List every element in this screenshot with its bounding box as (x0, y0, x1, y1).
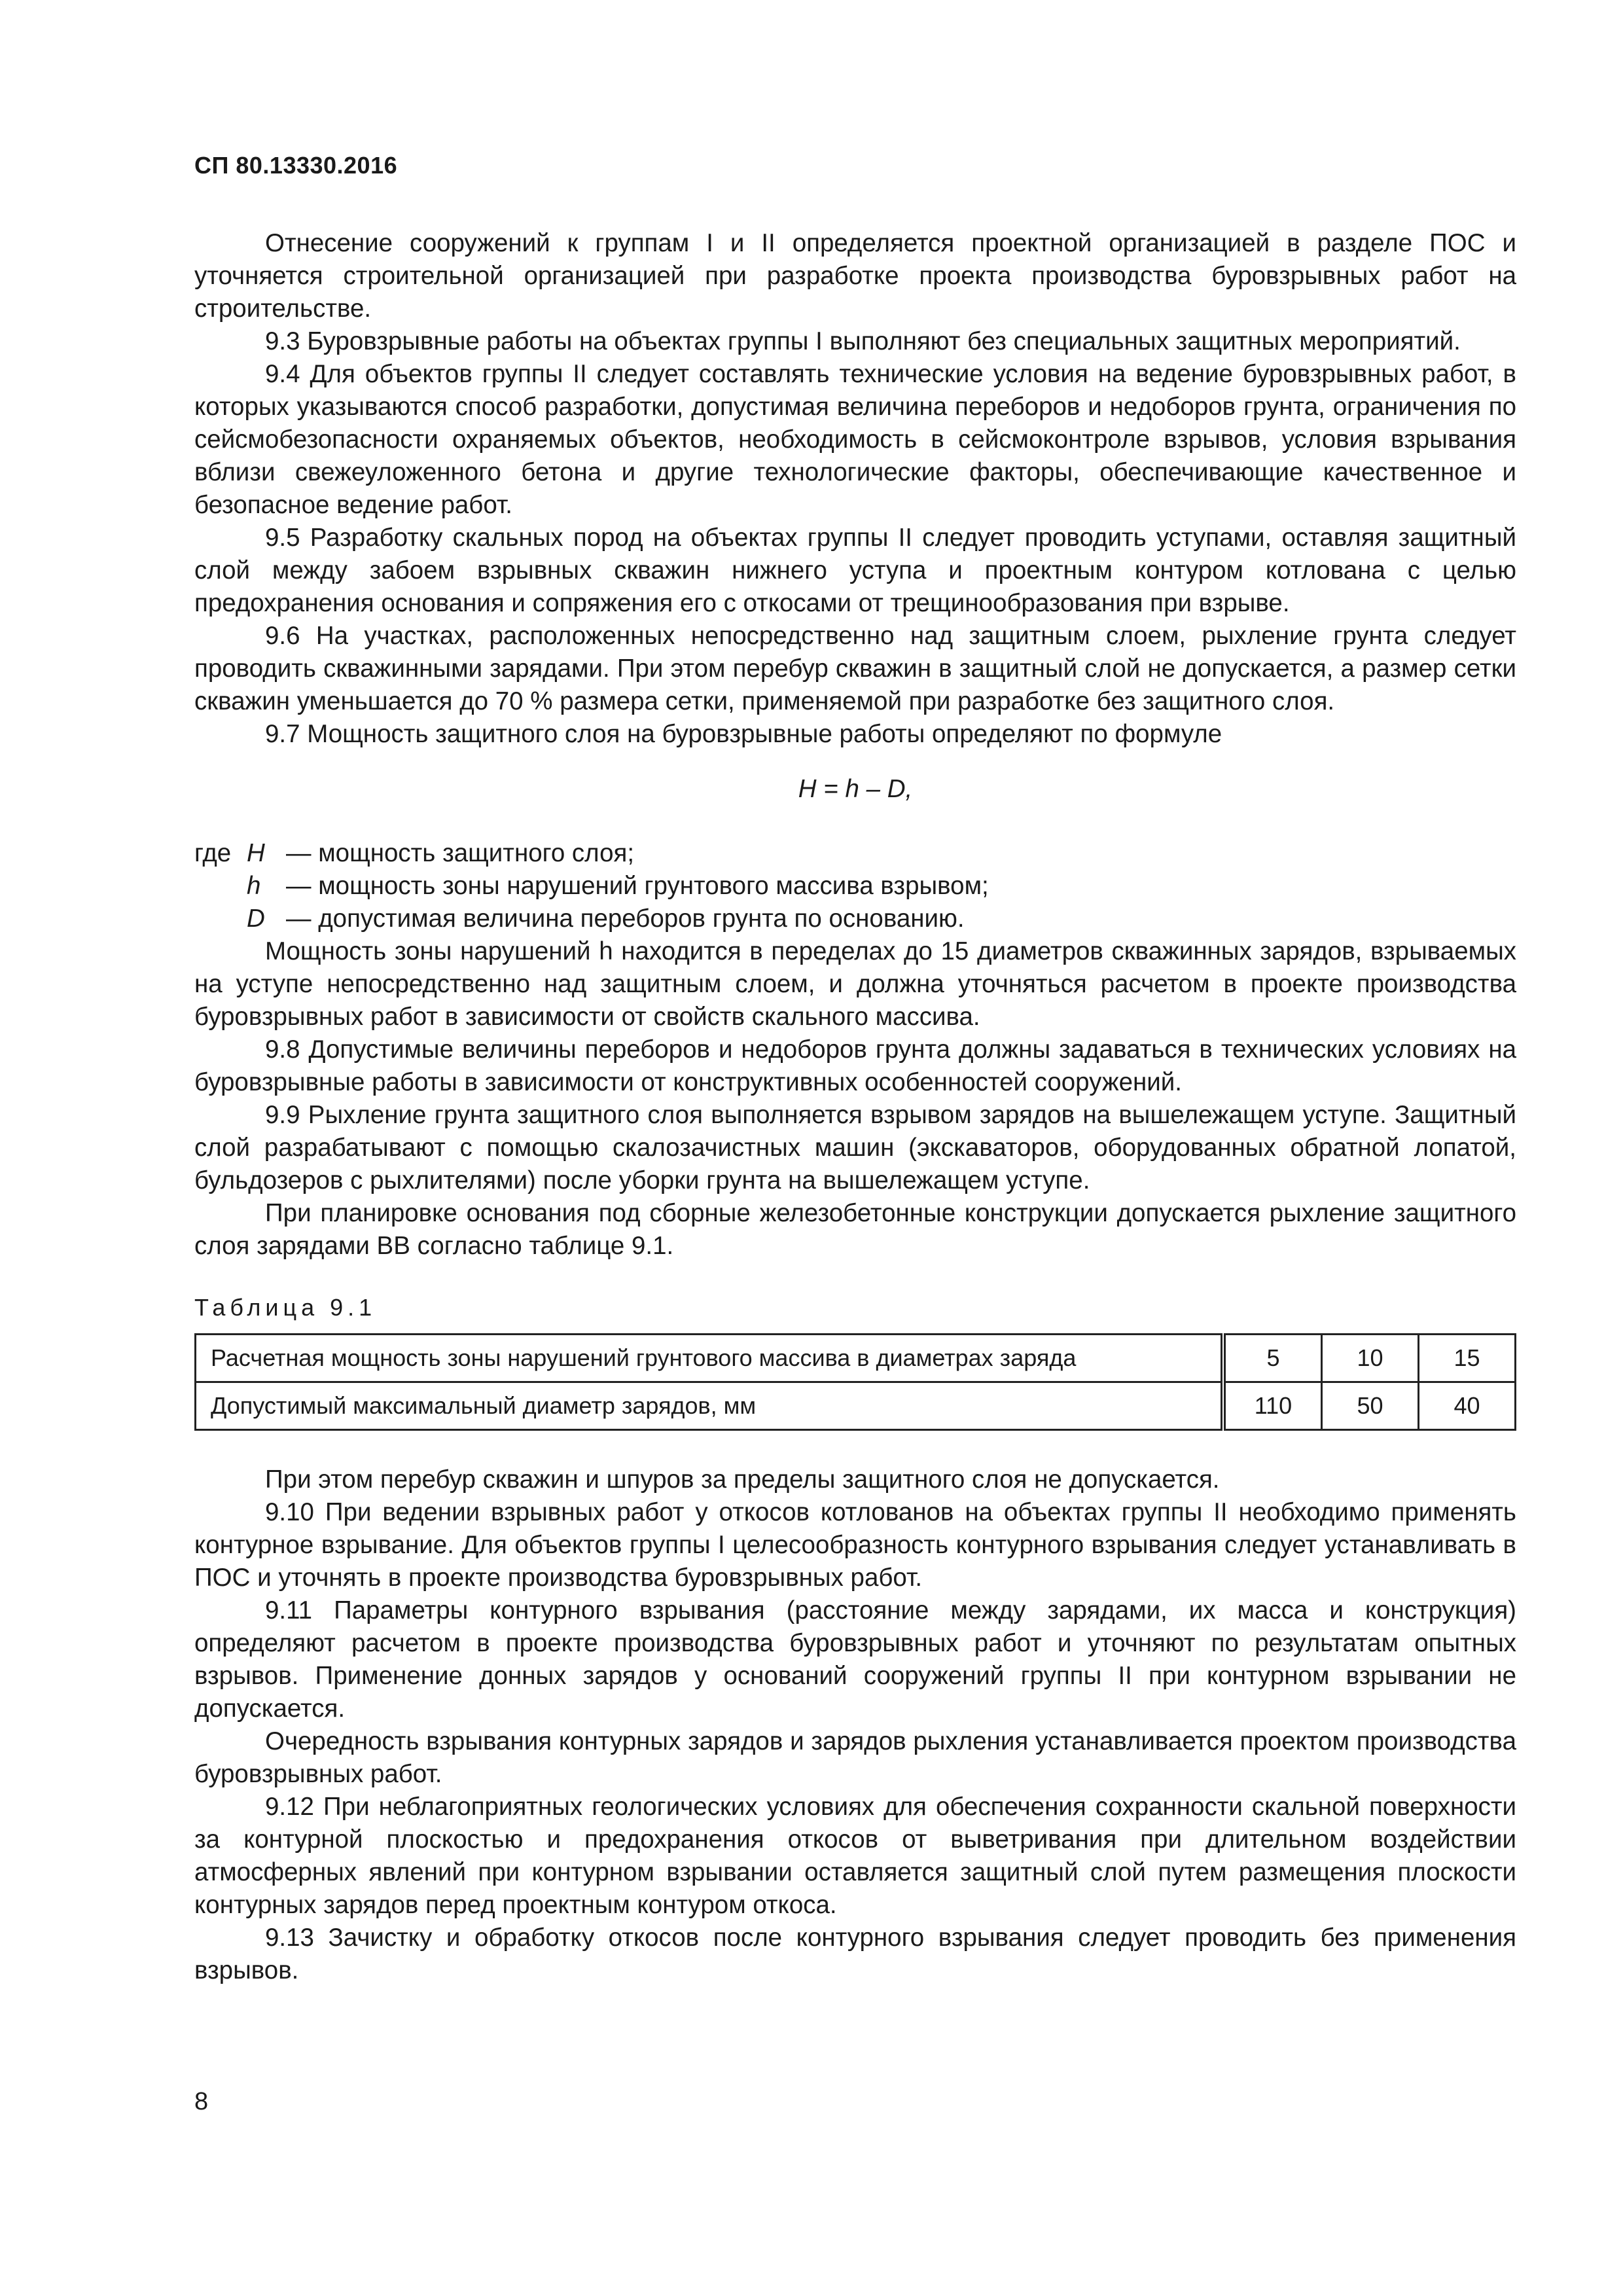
page-number: 8 (194, 2088, 209, 2115)
document-code-header: СП 80.13330.2016 (194, 152, 398, 179)
where-list (194, 837, 1516, 935)
where-lead: где (194, 839, 232, 867)
table-cell-value: 15 (1419, 1335, 1516, 1382)
paragraph: Мощность зоны нарушений h находится в переделах до 15 диаметров скважинных зарядов, взрываемых на уступе непосредственно над защитным слоем, и должна уточняться расчетом в проекте производства буровзрывных работ в зависимости от свойств скального массива. (194, 937, 1516, 1031)
paragraph: При этом перебур скважин и шпуров за пределы защитного слоя не допускается. (265, 1465, 1220, 1494)
where-definition: — мощность зоны нарушений грунтового массива взрывом; (286, 872, 989, 900)
where-row (194, 837, 1516, 870)
paragraph: Отнесение сооружений к группам I и II определяется проектной организацией в разделе ПОС и уточняется строительной организацией при разработке проекта производства буровзрывных работ на строительстве. (194, 229, 1516, 323)
table-row (196, 1335, 1516, 1382)
paragraph-9-4: 9.4 Для объектов группы II следует составлять технические условия на ведение буровзрывных работ, в которых указываются способ разработки, допустимая величина переборов и недоборов грунта, ограничения по сейсмобезопасности охраняемых объектов, необходимость в сейсмоконтроле взрывов, условия взрывания вблизи свежеуложенного бетона и другие технологические факторы, обеспечивающие качественное и безопасное ведение работ. (194, 360, 1516, 519)
document-body (194, 227, 1516, 1987)
table-cell-label: Допустимый максимальный диаметр зарядов, мм (196, 1382, 1224, 1430)
where-symbol: H (247, 839, 265, 867)
paragraph-9-8: 9.8 Допустимые величины переборов и недоборов грунта должны задаваться в технических условиях на буровзрывные работы в зависимости от конструктивных особенностей сооружений. (194, 1035, 1516, 1096)
paragraph-9-12: 9.12 При неблагоприятных геологических условиях для обеспечения сохранности скальной поверхности за контурной плоскостью и предохранения откосов от выветривания при длительном воздействии атмосферных явлений при контурном взрывании оставляется защитный слой путем размещения плоскости контурных зарядов перед проектным контуром откоса. (194, 1793, 1516, 1919)
formula: H = h – D, (798, 775, 913, 803)
table-cell-value: 5 (1223, 1335, 1322, 1382)
paragraph-9-13: 9.13 Зачистку и обработку откосов после контурного взрывания следует проводить без применения взрывов. (194, 1924, 1516, 1984)
paragraph: При планировке основания под сборные железобетонные конструкции допускается рыхление защитного слоя зарядами ВВ согласно таблице 9.1. (194, 1199, 1516, 1260)
paragraph-9-3: 9.3 Буровзрывные работы на объектах группы I выполняют без специальных защитных мероприятий. (265, 327, 1461, 355)
table-9-1 (194, 1333, 1516, 1431)
table-cell-value: 50 (1322, 1382, 1419, 1430)
table-row (196, 1382, 1516, 1430)
where-definition: — допустимая величина переборов грунта по основанию. (286, 905, 965, 933)
paragraph: Очередность взрывания контурных зарядов и зарядов рыхления устанавливается проектом производства буровзрывных работ. (194, 1727, 1516, 1788)
where-definition: — мощность защитного слоя; (286, 839, 635, 867)
where-symbol: h (247, 872, 261, 900)
paragraph-9-11: 9.11 Параметры контурного взрывания (расстояние между зарядами, их масса и конструкция) определяют расчетом в проекте производства буровзрывных работ и уточняют по результатам опытных взрывов. Применение донных зарядов у оснований сооружений группы II при контурном взрывании не допускается. (194, 1596, 1516, 1723)
table-caption: Таблица 9.1 (194, 1294, 377, 1321)
after-table-section (194, 1463, 1516, 1987)
paragraph-9-10: 9.10 При ведении взрывных работ у откосов котлованов на объектах группы II необходимо применять контурное взрывание. Для объектов группы I целесообразность контурного взрывания следует устанавливать в ПОС и уточнять в проекте производства буровзрывных работ. (194, 1498, 1516, 1592)
table-cell-value: 110 (1223, 1382, 1322, 1430)
paragraph-9-5: 9.5 Разработку скальных пород на объектах группы II следует проводить уступами, оставляя защитный слой между забоем взрывных скважин нижнего уступа и проектным контуром котлована с целью предохранения основания и сопряжения его с откосами от трещинообразования при взрыве. (194, 524, 1516, 617)
where-row (194, 870, 1516, 903)
where-row (194, 903, 1516, 935)
where-symbol: D (247, 905, 265, 933)
paragraph-9-7: 9.7 Мощность защитного слоя на буровзрывные работы определяют по формуле (265, 720, 1222, 748)
table-cell-label: Расчетная мощность зоны нарушений грунтового массива в диаметрах заряда (196, 1335, 1224, 1382)
paragraph-9-6: 9.6 На участках, расположенных непосредственно над защитным слоем, рыхление грунта следует проводить скважинными зарядами. При этом перебур скважин в защитный слой не допускается, а размер сетки скважин уменьшается до 70 % размера сетки, применяемой при разработке без защитного слоя. (194, 622, 1516, 715)
table-cell-value: 10 (1322, 1335, 1419, 1382)
paragraph-9-9: 9.9 Рыхление грунта защитного слоя выполняется взрывом зарядов на вышележащем уступе. Защитный слой разрабатывают с помощью скалозачистных машин (экскаваторов, оборудованных обратной лопатой, бульдозеров с рыхлителями) после уборки грунта на вышележащем уступе. (194, 1101, 1516, 1194)
table-cell-value: 40 (1419, 1382, 1516, 1430)
